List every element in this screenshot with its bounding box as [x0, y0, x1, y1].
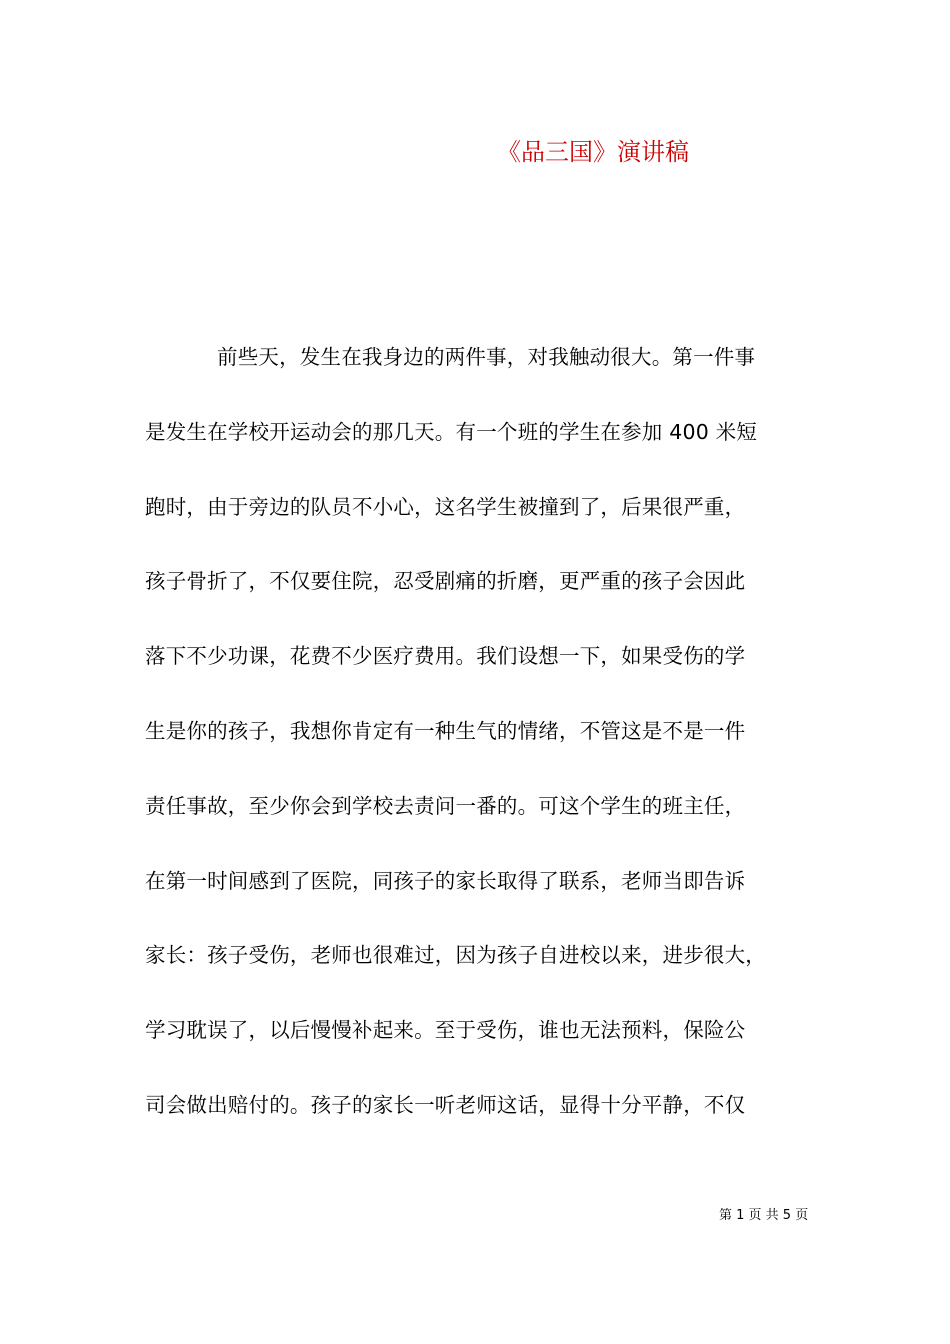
document-title: 《品三国》演讲稿	[497, 138, 689, 166]
paragraph-line: 跑时，由于旁边的队员不小心，这名学生被撞到了，后果很严重，	[145, 494, 746, 519]
paragraph-line: 落下不少功课，花费不少医疗费用。我们设想一下，如果受伤的学	[145, 644, 746, 669]
paragraph-line: 司会做出赔付的。孩子的家长一听老师这话，显得十分平静，不仅	[145, 1092, 746, 1117]
paragraph-line: 学习耽误了，以后慢慢补起来。至于受伤，谁也无法预料，保险公	[145, 1018, 746, 1043]
paragraph-line: 家长：孩子受伤，老师也很难过，因为孩子自进校以来，进步很大，	[145, 943, 766, 968]
paragraph-line: 责任事故，至少你会到学校去责问一番的。可这个学生的班主任，	[145, 793, 746, 818]
page-number-footer: 第 1 页 共 5 页	[719, 1208, 809, 1223]
paragraph-line: 是发生在学校开运动会的那几天。有一个班的学生在参加 400 米短	[145, 419, 758, 444]
paragraph-line: 生是你的孩子，我想你肯定有一种生气的情绪，不管这是不是一件	[145, 718, 746, 743]
paragraph-line: 在第一时间感到了医院，同孩子的家长取得了联系，老师当即告诉	[145, 868, 746, 893]
document-body	[145, 337, 835, 1160]
paragraph-line: 前些天，发生在我身边的两件事，对我触动很大。第一件事	[217, 345, 756, 369]
paragraph-line: 孩子骨折了，不仅要住院，忍受剧痛的折磨，更严重的孩子会因此	[145, 569, 746, 594]
